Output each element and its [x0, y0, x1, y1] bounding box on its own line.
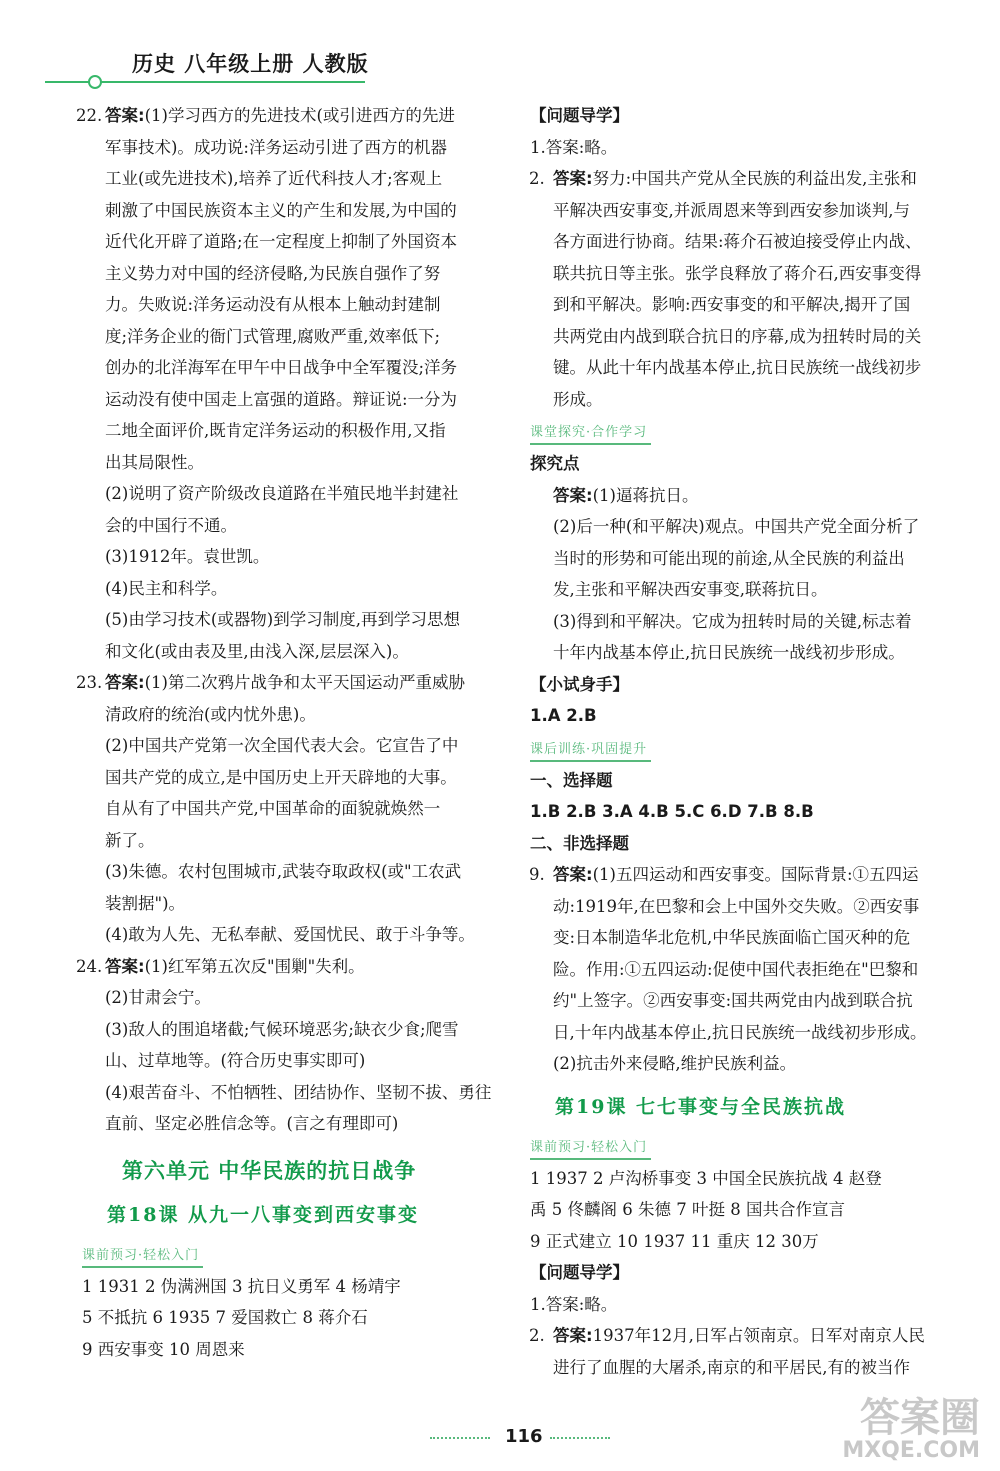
choice-heading: 一、选择题	[530, 770, 613, 790]
answer-23-body: 清政府的统治(或内忧外患)。 (2)中国共产党第一次全国代表大会。它宣告了中 国共产党的成立,是中国历史上开天辟地的大事。 自从有了中国共产党,中国革命的面貌就焕然一 新了。 (3)朱德。农村包围城市,武装夺取政权(或"工农武 装割据")。 (4)敢为人先、无私奉献、爱国忧民、敢于斗争等。	[105, 704, 475, 944]
right-column: 【问题导学】 1.答案:略。 2. 答案:努力:中国共产党从全民族的利益出发,主张和 平解决西安事变,并派周恩来等到西安参加谈判,与 各方面进行协商。结果:蒋介石被迫接受停止内战、 联共抗日等主张。张学良释放了蒋介石,西安事变得 到和平解决。影响:西安事变的和平解决,揭开了国 共两党由内战到联合抗日的序幕,成为扭转时局的关 键。从此十年内战基本停止,抗日民族统一战线初步 形成。 课堂探究·合作学习 探究点 答案:(1)逼蒋抗日。 (2)后一种(和平解决)观点。中国共产党全面分析了 当时的形势和可能出现的前途,从全民族的利益出 发,主张和平解决西安事变,联蒋抗日。 (3)得到和平解决。它成为扭转时局的关键,标志着 十年内战基本停止,抗日民族统一战线初步形成。 【小试身手】 1.A 2.B 课后训练·巩固提升 一、选择题 1.B 2.B 3.A 4.B 5.C 6.D 7.B 8.B 二、非选择题 9. 答案:(1)五四运动和西安事变。国际背景:①五四运 动:1919年,在巴黎和会上中国外交失败。②西安事 变:日本制造华北危机,中华民族面临亡国灭种的危 险。作用:①五四运动:促使中国代表拒绝在"巴黎和 约"上签字。②西安事变:国共两党由内战到联合抗 日,十年内战基本停止,抗日民族统一战线初步形成。 (2)抗击外来侵略,维护民族利益。 第19课 七七事变与全民族抗战 课前预习·轻松入门 1 1937 2 卢沟桥事变 3 中国全民族抗战 4 赵登 禹 5 佟麟阁 6 朱德 7 叶挺 8 国共合作宣言 9 正式建立 10 1937 11 重庆 12 30万 【问题导学】 1.答案:略。 2. 答案:1937年12月,日军占领南京。日军对南京人民 进行了血腥的大屠杀,南京的和平居民,有的被当作	[530, 100, 950, 1383]
answer-23: 23. 答案:(1)第二次鸦片战争和太平天国运动严重威胁	[82, 667, 500, 699]
lesson-18-title: 第18课 从九一八事变到西安事变	[107, 1203, 420, 1226]
explore-answer: 答案:(1)逼蒋抗日。 (2)后一种(和平解决)观点。中国共产党全面分析了 当时的形势和可能出现的前途,从全民族的利益出 发,主张和平解决西安事变,联蒋抗日。 (3)得到和平解决。它成为扭转时局的关键,标志着 十年内战基本停止,抗日民族统一战线初步形成。	[553, 485, 920, 662]
question-number: 23.	[76, 673, 103, 692]
page-number: 116	[505, 1426, 543, 1447]
try-answers: 1.A 2.B	[530, 706, 597, 725]
book-title: 历史 八年级上册 人教版	[132, 52, 369, 76]
preview-tag: 课前预习·轻松入门	[530, 1139, 651, 1160]
footer-rule-left	[430, 1437, 490, 1439]
watermark: 答案圈 MXQE.COM	[842, 1395, 980, 1463]
class-tag: 课堂探究·合作学习	[530, 424, 651, 445]
footer-rule-right	[550, 1437, 610, 1439]
guide-answer-2: 2. 答案:1937年12月,日军占领南京。日军对南京人民	[529, 1326, 925, 1345]
answer-label: 答案:	[105, 956, 145, 976]
guide-answer-2-body: 平解决西安事变,并派周恩来等到西安参加谈判,与 各方面进行协商。结果:蒋介石被迫接受停止内战、 联共抗日等主张。张学良释放了蒋介石,西安事变得 到和平解决。影响:西安事变的和平解决,揭开了国 共两党由内战到联合抗日的序幕,成为扭转时局的关 键。从此十年内战基本停止,抗日民族统一战线初步 形成。	[553, 200, 922, 409]
answer-24-body: (2)甘肃会宁。 (3)敌人的围追堵截;气候环境恶劣;缺衣少食;爬雪 山、过草地等。(符合历史事实即可) (4)艰苦奋斗、不怕牺牲、团结协作、坚韧不拔、勇往 直前、坚定必胜信念等。(言之有理即可)	[105, 988, 492, 1133]
explore-heading: 探究点	[530, 454, 580, 473]
header-dot-icon	[88, 75, 102, 89]
try-heading: 【小试身手】	[530, 674, 629, 694]
unit-title: 第六单元 中华民族的抗日战争	[122, 1158, 417, 1183]
preview-answers: 1 1931 2 伪满洲国 3 抗日义勇军 4 杨靖宇 5 不抵抗 6 1935 7 爱国救亡 8 蒋介石 9 西安事变 10 周恩来	[82, 1276, 401, 1359]
question-number: 22.	[76, 106, 103, 125]
answer-9: 9. 答案:(1)五四运动和西安事变。国际背景:①五四运	[529, 865, 919, 884]
preview-tag: 课前预习·轻松入门	[82, 1247, 203, 1268]
page-header	[0, 40, 1000, 100]
nonchoice-heading: 二、非选择题	[530, 833, 629, 853]
question-number: 24.	[76, 956, 103, 976]
lesson-19-title: 第19课 七七事变与全民族抗战	[555, 1095, 847, 1118]
answer-label: 答案:	[105, 673, 145, 692]
answer-9-body: 动:1919年,在巴黎和会上中国外交失败。②西安事 变:日本制造华北危机,中华民族面临亡国灭种的危 险。作用:①五四运动:促使中国代表拒绝在"巴黎和 约"上签字。②西安事变:国共两党由内战到联合抗 日,十年内战基本停止,抗日民族统一战线初步形成。 (2)抗击外来侵略,维护民族利益。	[553, 896, 927, 1073]
answer-label: 答案:	[105, 106, 145, 125]
choice-answers: 1.B 2.B 3.A 4.B 5.C 6.D 7.B 8.B	[530, 802, 814, 821]
page-footer	[430, 1426, 630, 1450]
section-heading: 【问题导学】	[530, 1263, 629, 1282]
section-heading: 【问题导学】	[530, 106, 629, 125]
after-tag: 课后训练·巩固提升	[530, 741, 651, 762]
guide-answer-2: 2. 答案:努力:中国共产党从全民族的利益出发,主张和	[529, 169, 917, 188]
answer-22: 22. 答案:(1)学习西方的先进技术(或引进西方的先进	[82, 100, 500, 132]
guide-answer-1: 1.答案:略。	[530, 1294, 618, 1314]
guide-answer-1: 1.答案:略。	[530, 137, 618, 157]
left-column	[76, 100, 500, 1365]
preview-answers: 1 1937 2 卢沟桥事变 3 中国全民族抗战 4 赵登 禹 5 佟麟阁 6 朱德 7 叶挺 8 国共合作宣言 9 正式建立 10 1937 11 重庆 12 30万	[530, 1168, 882, 1251]
answer-22-body: 军事技术)。成功说:洋务运动引进了西方的机器 工业(或先进技术),培养了近代科技人才;客观上 刺激了中国民族资本主义的产生和发展,为中国的 近代化开辟了道路;在一定程度上抑制了外国资本 主义势力对中国的经济侵略,为民族自强作了努 力。失败说:洋务运动没有从根本上触动封建制 度;洋务企业的衙门式管理,腐败严重,效率低下; 创办的北洋海军在甲午中日战争中全军覆没;洋务 运动没有使中国走上富强的道路。辩证说:一分为 二地全面评价,既肯定洋务运动的积极作用,又指 出其局限性。 (2)说明了资产阶级改良道路在半殖民地半封建社 会的中国行不通。 (3)1912年。袁世凯。 (4)民主和科学。 (5)由学习技术(或器物)到学习制度,再到学习思想 和文化(或由表及里,由浅入深,层层深入)。	[105, 137, 460, 661]
answer-24: 24. 答案:(1)红军第五次反"围剿"失利。	[82, 951, 500, 983]
